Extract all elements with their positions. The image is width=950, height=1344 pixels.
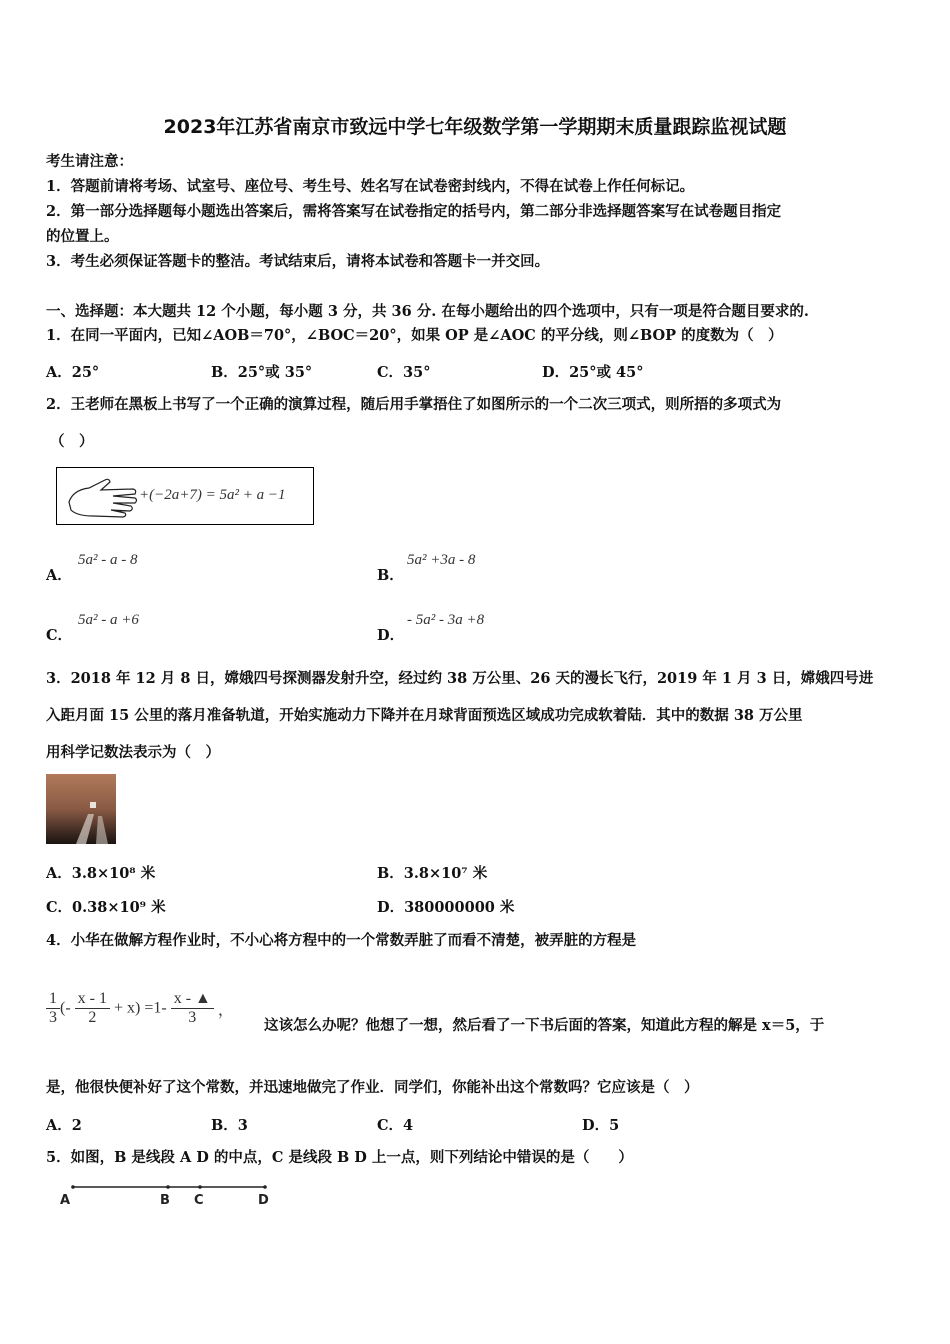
q3-stem-line1: 3．2018 年 12 月 8 日，嫦娥四号探测器发射升空，经过约 38 万公里、26 天的漫长飞行，2019 年 1 月 3 日，嫦娥四号进 [46,670,874,687]
page-title: 2023年江苏省南京市致远中学七年级数学第一学期期末质量跟踪监视试题 [163,116,787,138]
q2-option-d-label: D． [377,627,405,644]
q4-option-c: C．4 [377,1117,414,1134]
q1-option-c: C．35° [377,364,431,381]
q3-option-d: D．380000000 米 [377,899,515,916]
q5-stem: 5．如图，B 是线段 A D 的中点，C 是线段 B D 上一点，则下列结论中错误的是（ ） [46,1149,633,1166]
q2-stem-paren: （ ） [50,433,94,450]
q4-stem: 4．小华在做解方程作业时，不小心将方程中的一个常数弄脏了而看不清楚，被弄脏的方程是 [46,932,637,949]
q5-line-segment-figure [58,1180,288,1210]
q2-figure-expression: +(−2a+7) = 5a² + a −1 [139,487,286,503]
q2-stem: 2．王老师在黑板上书写了一个正确的演算过程，随后用手掌捂住了如图所示的一个二次三项式，则所捂的多项式为 [46,396,782,413]
q4-stem-line3: 是，他很快便补好了这个常数，并迅速地做完了作业．同学们，你能补出这个常数吗？它应该是（ ） [46,1079,699,1096]
q2-option-c-label: C． [46,627,73,644]
q4-eq-fraction-1: $\frac{x - 1}{2}$ [75,990,110,1027]
q3-option-b: B．3.8×10⁷ 米 [377,865,488,882]
q3-stem-line2: 入距月面 15 公里的落月准备轨道，开始实施动力下降并在月球背面预选区域成功完成软着陆．其中的数据 38 万公里 [46,707,803,724]
q2-option-c-expr: 5a² - a +6 [78,612,139,628]
q2-option-a-expr: 5a² - a - 8 [78,552,138,568]
section-heading: 一、选择题：本大题共 12 个小题，每小题 3 分，共 36 分. 在每小题给出的四个选项中，只有一项是符合题目要求的. [46,303,809,320]
notice-item-2: 2．第一部分选择题每小题选出答案后，需将答案写在试卷指定的括号内，第二部分非选择题答案写在试卷题目指定 [46,203,782,220]
notice-item-2-cont: 的位置上。 [46,228,119,245]
q1-option-a: A．25° [46,364,100,381]
q1-stem: 1．在同一平面内，已知∠AOB＝70°，∠BOC＝20°，如果 OP 是∠AOC 的平分线，则∠BOP 的度数为（ ） [46,327,783,344]
q4-eq-fraction-2: $\frac{x - ▲}{3}$ [171,990,214,1027]
moon-lander-photo [46,774,116,844]
q2-option-b-label: B． [377,567,404,584]
point-a-label: A [60,1193,71,1208]
q4-option-b: B．3 [211,1117,248,1134]
point-d-label: D [258,1193,269,1208]
q4-equation: $\frac{1}{3}$ (- $\frac{x - 1}{2}$ + x) =1- $\frac{x - ▲}{3}$ ， [46,990,234,1027]
notice-heading: 考生请注意： [46,153,133,170]
q4-stem-cont: 这该怎么办呢？他想了一想，然后看了一下书后面的答案，知道此方程的解是 x＝5，于 [264,1017,825,1034]
q2-figure [56,467,314,525]
notice-item-1: 1．答题前请将考场、试室号、座位号、考生号、姓名写在试卷密封线内，不得在试卷上作任何标记。 [46,178,695,195]
q4-option-a: A．2 [46,1117,82,1134]
point-b-label: B [160,1193,170,1208]
q4-eq-fraction-third: $\frac{1}{3}$ [46,990,60,1027]
notice-item-3: 3．考生必须保证答题卡的整洁。考试结束后，请将本试卷和答题卡一并交回。 [46,253,550,270]
q3-option-c: C．0.38×10⁹ 米 [46,899,166,916]
q3-option-a: A．3.8×10⁸ 米 [46,865,156,882]
q4-option-d: D．5 [582,1117,620,1134]
point-c-label: C [194,1193,204,1208]
q1-option-b: B．25°或 35° [211,364,313,381]
q2-option-d-expr: - 5a² - 3a +8 [407,612,485,628]
q3-stem-line3: 用科学记数法表示为（ ） [46,744,220,761]
q2-option-b-expr: 5a² +3a - 8 [407,552,476,568]
q1-option-d: D．25°或 45° [542,364,644,381]
q2-option-a-label: A． [46,567,72,584]
hand-icon [63,472,143,522]
